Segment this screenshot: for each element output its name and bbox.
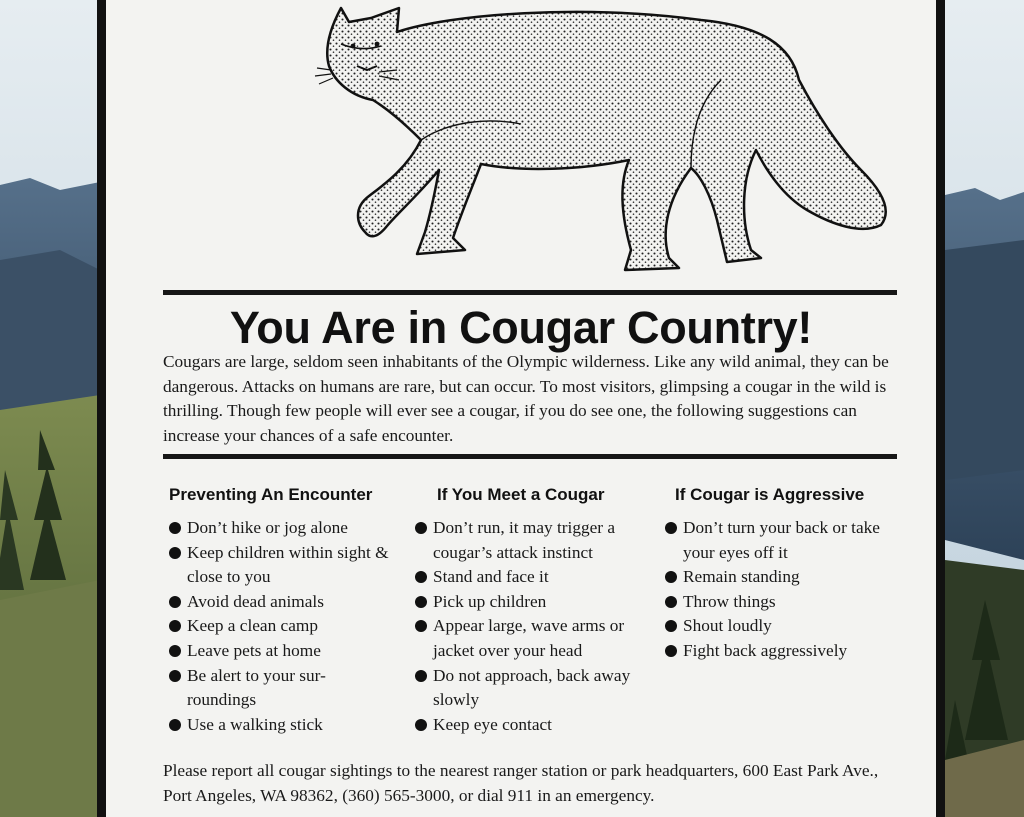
column-if-you-meet	[415, 484, 655, 737]
list-item: Don’t turn your back or take your eyes off it	[665, 516, 893, 565]
list-item: Pick up children	[415, 590, 655, 615]
list-item: Appear large, wave arms or jacket over your head	[415, 614, 663, 663]
list-item: Don’t hike or jog alone	[169, 516, 409, 541]
bullet-icon	[415, 719, 427, 731]
bullet-icon	[665, 596, 677, 608]
list-item: Keep eye contact	[415, 713, 655, 738]
bullet-icon	[415, 522, 427, 534]
report-sightings-note: Please report all cougar sightings to the nearest ranger station or park headquarters, 600 East Park Ave., Port Angeles, WA 98362, (360) 565-3000, or dial 911 in an emergency.	[163, 761, 879, 805]
bullet-icon	[169, 670, 181, 682]
top-divider	[163, 290, 897, 295]
column-if-aggressive	[665, 484, 905, 664]
cougar-warning-sign	[97, 0, 945, 817]
bullet-icon	[415, 596, 427, 608]
bullet-icon	[415, 571, 427, 583]
middle-divider	[163, 454, 897, 459]
list-item: Do not approach, back away slowly	[415, 664, 643, 713]
column-title: If You Meet a Cougar	[437, 485, 605, 504]
list-item: Use a walking stick	[169, 713, 409, 738]
column-title: If Cougar is Aggressive	[675, 485, 865, 504]
bullet-icon	[169, 596, 181, 608]
bullet-icon	[665, 620, 677, 632]
list-item: Avoid dead animals	[169, 590, 409, 615]
sign-headline: You Are in Cougar Country!	[229, 302, 813, 353]
list-item: Shout loudly	[665, 614, 905, 639]
list-item: Keep children within sight & close to you	[169, 541, 409, 590]
list-item: Throw things	[665, 590, 905, 615]
bullet-icon	[665, 645, 677, 657]
list-item: Be alert to your sur- roundings	[169, 664, 362, 713]
bullet-icon	[169, 719, 181, 731]
bullet-icon	[415, 670, 427, 682]
bullet-icon	[415, 620, 427, 632]
column-preventing-encounter	[169, 484, 409, 737]
bullet-icon	[169, 522, 181, 534]
bullet-icon	[665, 571, 677, 583]
cougar-illustration	[221, 0, 889, 280]
list-item: Remain standing	[665, 565, 905, 590]
list-item: Keep a clean camp	[169, 614, 409, 639]
list-item: Fight back aggressively	[665, 639, 905, 664]
list-item: Leave pets at home	[169, 639, 409, 664]
list-item: Don’t run, it may trigger a cougar’s attack instinct	[415, 516, 655, 565]
intro-paragraph: Cougars are large, seldom seen inhabitants of the Olympic wilderness. Like any wild animal, they can be dangerous. Attacks on humans are rare, but can occur. To most visitors, glimpsing a cougar in the wild is thrilling. Though few people will ever see a cougar, if you do see one, the following suggestions can increase your chances of a safe encounter.	[163, 352, 889, 445]
bullet-icon	[665, 522, 677, 534]
bullet-icon	[169, 645, 181, 657]
bullet-icon	[169, 620, 181, 632]
column-title: Preventing An Encounter	[169, 485, 373, 504]
list-item: Stand and face it	[415, 565, 655, 590]
bullet-icon	[169, 547, 181, 559]
